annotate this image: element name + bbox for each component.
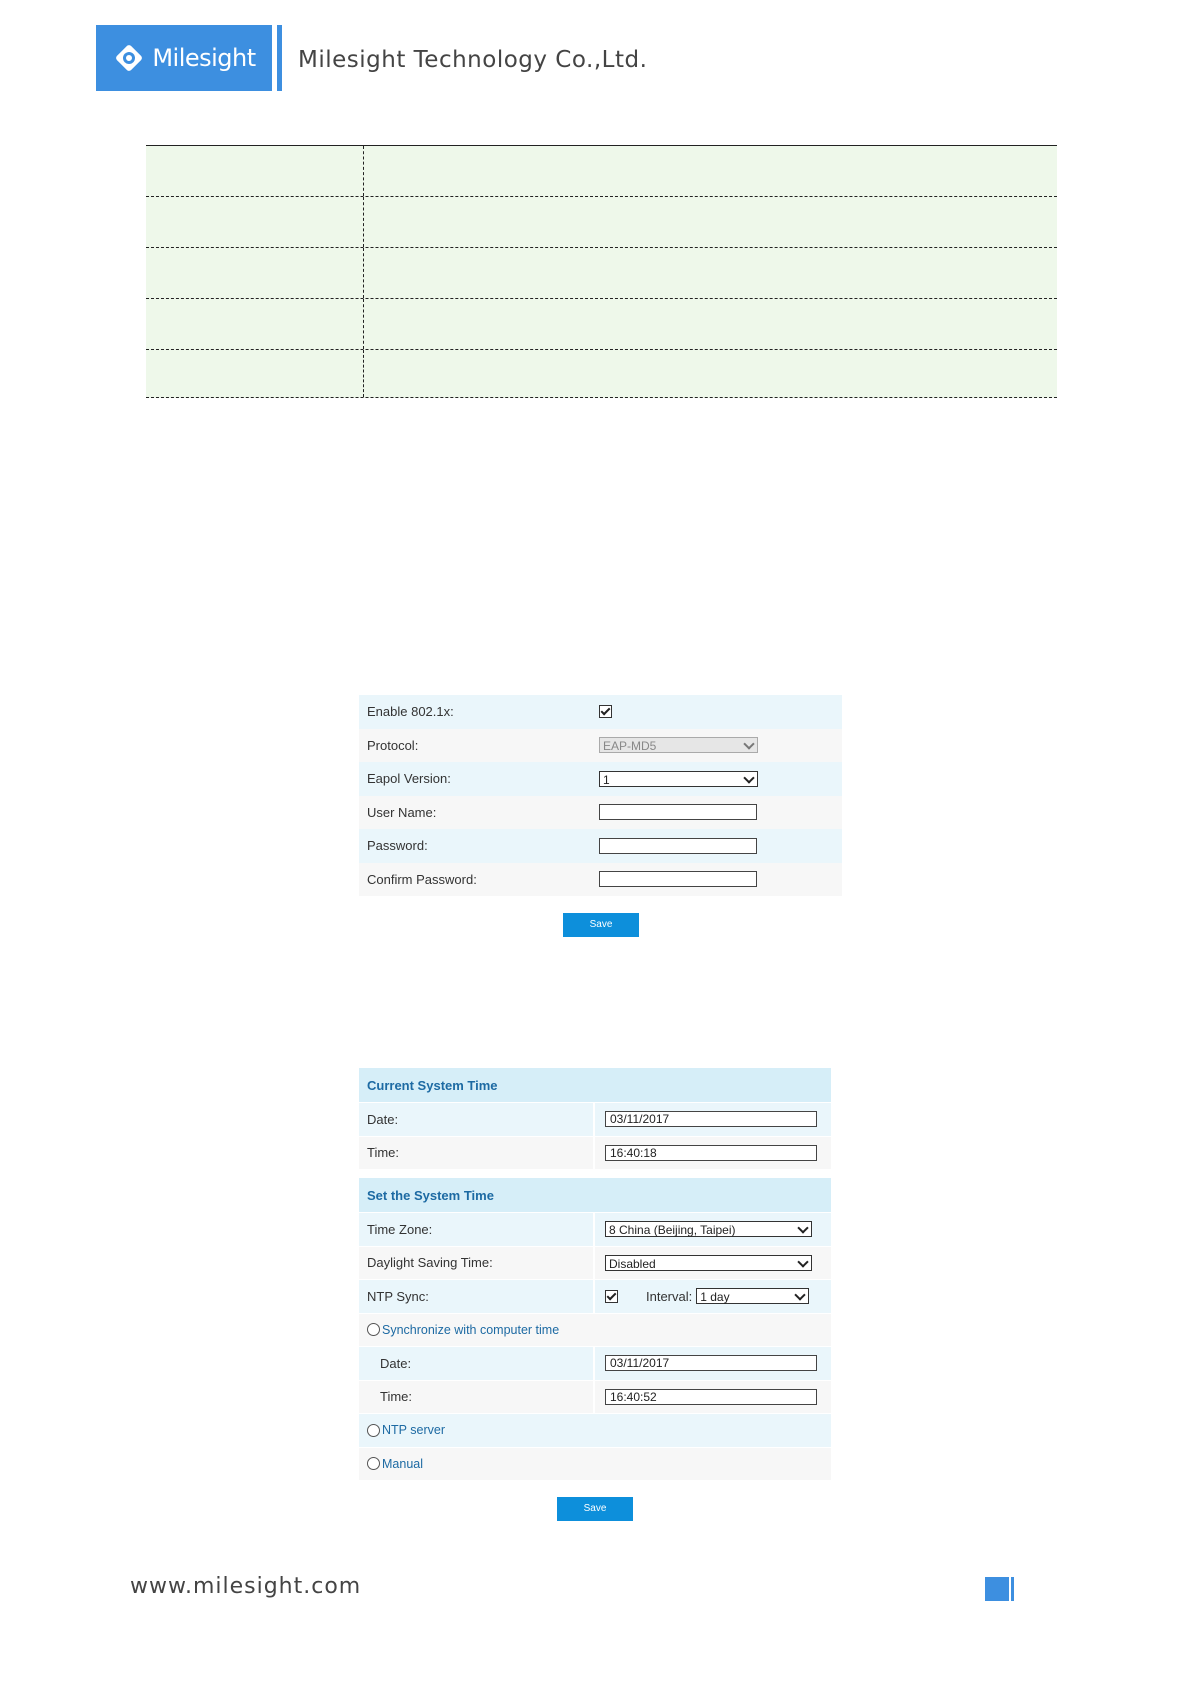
time-zone-label: Time Zone: [359,1213,595,1246]
eapol-version-label: Eapol Version: [367,771,451,787]
dot1x-settings-form [359,695,842,896]
pc-date-label: Date: [359,1347,595,1380]
dst-select[interactable] [605,1255,812,1271]
password-label: Password: [367,838,428,854]
dst-value: Disabled [609,1256,656,1271]
protocol-select[interactable] [599,737,758,753]
current-date-label: Date: [359,1103,595,1136]
pc-time-row [359,1381,831,1414]
current-date-row [359,1103,831,1136]
sync-computer-row [359,1314,831,1347]
footer-logo-square [985,1577,1009,1601]
time-zone-value: 8 China (Beijing, Taipei) [609,1223,736,1238]
ntp-server-radio[interactable] [367,1424,380,1437]
protocol-row [359,729,842,763]
current-time-row [359,1137,831,1170]
interval-value: 1 day [700,1290,730,1305]
confirm-password-input[interactable] [599,871,757,887]
set-system-time-heading: Set the System Time [359,1178,831,1212]
sync-computer-label[interactable]: Synchronize with computer time [382,1322,560,1337]
pc-date-field: 03/11/2017 [605,1355,817,1371]
manual-row [359,1448,831,1481]
confirm-password-label: Confirm Password: [367,871,477,887]
company-name: Milesight Technology Co.,Ltd. [298,47,648,73]
chevron-down-icon [795,1290,806,1301]
confirm-password-row [359,863,842,897]
table-row [146,248,1057,299]
password-row [359,829,842,863]
pc-time-field: 16:40:52 [605,1389,817,1405]
eapol-version-select[interactable] [599,771,758,787]
milesight-logo-icon [112,41,146,75]
current-time-label: Time: [359,1137,595,1170]
password-input[interactable] [599,838,757,854]
ntp-server-row [359,1414,831,1447]
ntp-sync-label: NTP Sync: [359,1280,595,1313]
protocol-value: EAP-MD5 [603,739,657,754]
footer-url: www.milesight.com [130,1574,362,1599]
table-row [146,299,1057,350]
enable-8021x-checkbox[interactable] [599,705,612,718]
table-row [146,146,1057,197]
enable-8021x-label: Enable 802.1x: [367,704,454,720]
ntp-sync-row [359,1280,831,1313]
table-row [146,197,1057,248]
manual-label[interactable]: Manual [382,1456,423,1471]
save-button[interactable]: Save [563,913,639,937]
eapol-version-value: 1 [603,772,610,787]
username-label: User Name: [367,804,437,820]
enable-8021x-row [359,695,842,729]
username-input[interactable] [599,804,757,820]
ntp-server-label[interactable]: NTP server [382,1423,445,1438]
interval-label: Interval: [646,1288,693,1304]
interval-select[interactable] [696,1288,809,1304]
manual-radio[interactable] [367,1457,380,1470]
table-row [146,350,1057,398]
protocol-label: Protocol: [367,737,419,753]
system-time-form [359,1068,831,1481]
chevron-down-icon [743,772,754,783]
time-zone-row [359,1213,831,1246]
parameter-table [146,145,1057,398]
current-time-field: 16:40:18 [605,1145,817,1161]
dst-row [359,1247,831,1280]
chevron-down-icon [743,739,754,750]
time-zone-select[interactable] [605,1221,812,1237]
pc-date-row [359,1347,831,1380]
ntp-sync-checkbox[interactable] [605,1290,618,1303]
logo-text: Milesight [152,44,256,72]
eapol-version-row [359,762,842,796]
sync-computer-radio[interactable] [367,1323,380,1336]
chevron-down-icon [797,1223,808,1234]
current-date-field: 03/11/2017 [605,1111,817,1127]
current-system-time-heading: Current System Time [359,1068,831,1102]
header-divider [277,25,282,91]
footer-logo-bar [1011,1577,1014,1601]
chevron-down-icon [797,1256,808,1267]
username-row [359,796,842,830]
milesight-logo [96,25,272,91]
save-time-button[interactable]: Save [557,1497,633,1521]
pc-time-label: Time: [359,1381,595,1414]
dst-label: Daylight Saving Time: [359,1247,595,1280]
